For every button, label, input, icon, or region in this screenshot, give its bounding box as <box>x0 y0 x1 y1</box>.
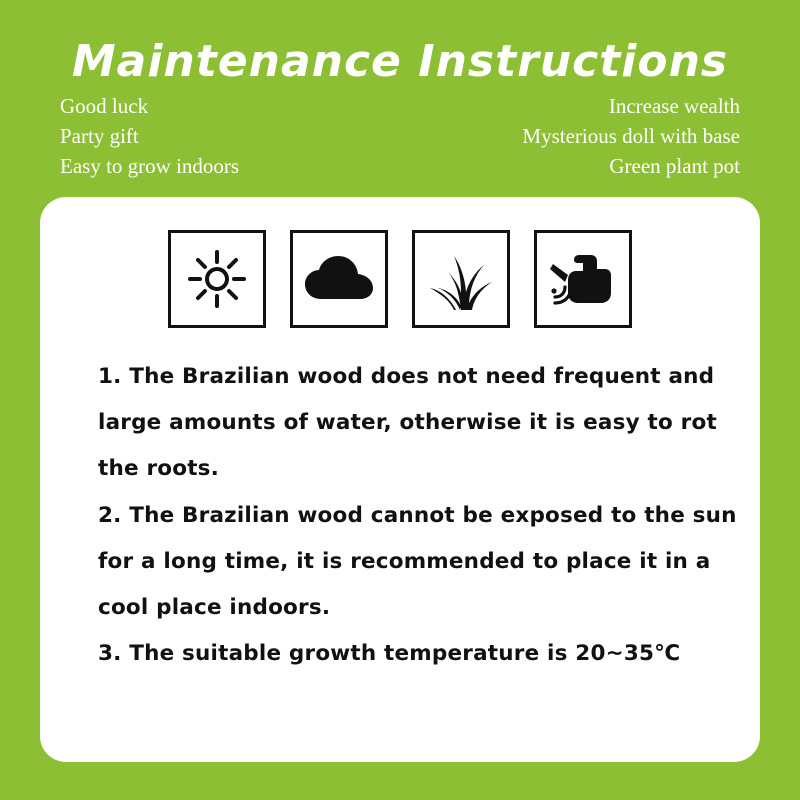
instructions-text <box>40 328 760 678</box>
instruction-line: large amounts of water, otherwise it is easy to rot <box>98 410 717 436</box>
cloud-icon <box>304 255 374 303</box>
instruction-line: 3. The suitable growth temperature is 20~35℃ <box>98 641 681 667</box>
tagline-left-2: Party gift <box>60 124 139 149</box>
instruction-line: cool place indoors. <box>98 595 331 621</box>
page-title: Maintenance Instructions <box>71 36 729 87</box>
tagline-row <box>60 92 740 122</box>
sun-icon-box <box>168 230 266 328</box>
instruction-line: 1. The Brazilian wood does not need frequent and <box>98 364 715 389</box>
instruction-line: 2. The Brazilian wood cannot be exposed to the sun <box>98 502 737 528</box>
instruction-line: for a long time, it is recommended to place it in a <box>98 548 711 574</box>
tagline-row <box>60 122 740 152</box>
instructions-card <box>40 197 760 762</box>
grass-plant-icon <box>426 248 496 310</box>
tagline-left-3: Easy to grow indoors <box>60 154 240 179</box>
watering-can-icon-box <box>534 230 632 328</box>
care-icon-row <box>40 197 760 328</box>
tagline-right-2: Mysterious doll with base <box>522 124 740 149</box>
sun-icon <box>186 248 248 310</box>
instruction-line: the roots. <box>98 456 220 482</box>
watering-can-icon <box>549 251 617 307</box>
tagline-right-1: Increase wealth <box>608 94 740 119</box>
cloud-icon-box <box>290 230 388 328</box>
tagline-row <box>60 152 740 182</box>
grass-plant-icon-box <box>412 230 510 328</box>
tagline-right-3: Green plant pot <box>609 154 740 179</box>
tagline-left-1: Good luck <box>60 94 149 119</box>
tagline-block <box>0 86 800 181</box>
